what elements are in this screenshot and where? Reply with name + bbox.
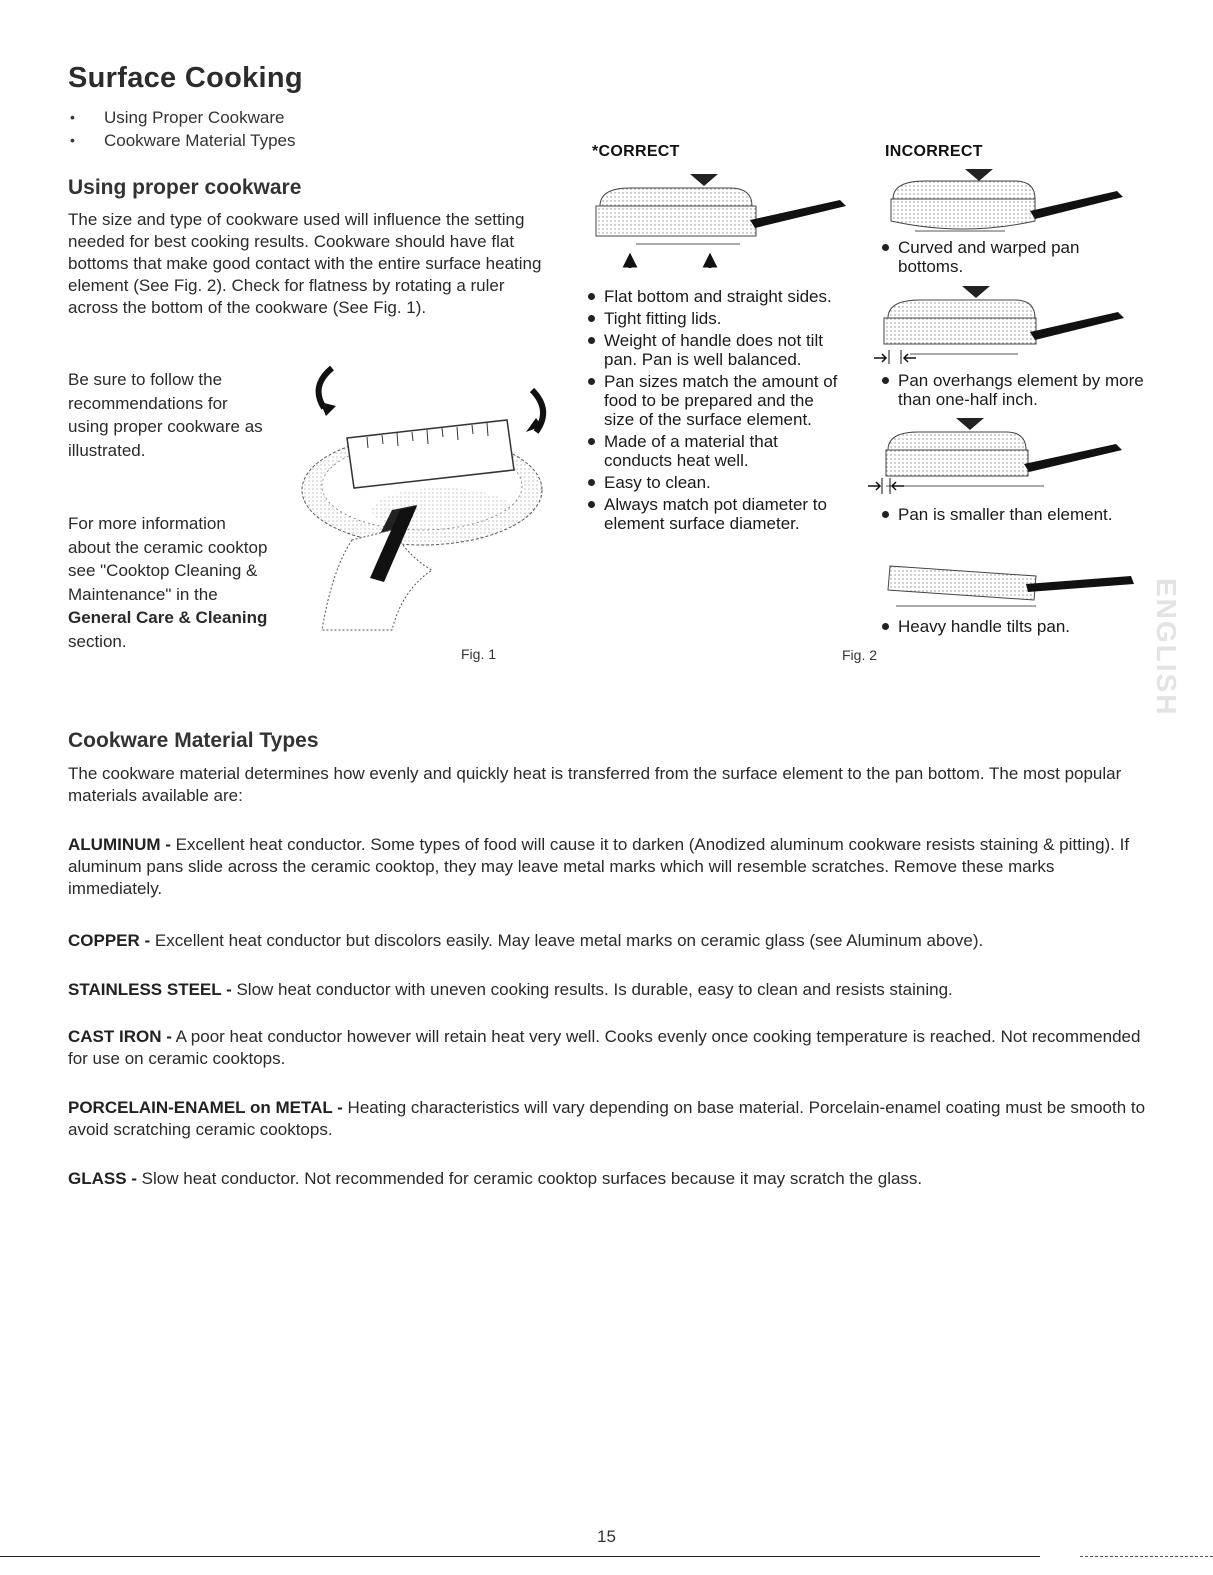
fig1-label: Fig. 1: [461, 646, 497, 662]
up-arrow-icon: [625, 256, 635, 268]
material-description: Excellent heat conductor but discolors easily. May leave metal marks on ceramic glass (see Aluminum above).: [150, 931, 984, 950]
material-types-heading: Cookware Material Types: [68, 729, 319, 752]
page-number: 15: [597, 1527, 616, 1546]
general-care-link-text: General Care & Cleaning: [68, 608, 268, 627]
warped-pan-illustration: [885, 165, 1135, 240]
material-entry-glass: [68, 1168, 1148, 1190]
correct-item: Pan sizes match the amount of food to be prepared and the size of the surface element.: [586, 372, 848, 429]
follow-recommendations-text: Be sure to follow the recommendations for using proper cookware as illustrated.: [68, 370, 263, 460]
incorrect-item: Pan overhangs element by more than one-half inch.: [878, 371, 1160, 409]
correct-item: Made of a material that conducts heat well.: [586, 432, 848, 470]
language-side-tab: [1150, 578, 1186, 718]
incorrect-heading: INCORRECT: [885, 143, 983, 160]
more-info-text: [68, 512, 268, 653]
page-title: Surface Cooking: [68, 62, 303, 94]
correct-list: [586, 287, 848, 536]
material-term: CAST IRON -: [68, 1027, 172, 1046]
material-entry-aluminum: [68, 834, 1148, 900]
correct-item: Easy to clean.: [586, 473, 848, 492]
material-description: Slow heat conductor with uneven cooking results. Is durable, easy to clean and resists staining.: [231, 980, 953, 999]
overhanging-pan-illustration: [870, 282, 1130, 367]
correct-item: Weight of handle does not tilt pan. Pan is well balanced.: [586, 331, 848, 369]
more-info-lead: For more information about the ceramic cooktop see "Cooktop Cleaning & Maintenance" in the: [68, 514, 268, 604]
material-term: ALUMINUM -: [68, 835, 171, 854]
material-description: Slow heat conductor. Not recommended for ceramic cooktop surfaces because it may scratch the glass.: [136, 1169, 923, 1188]
material-entry-cast-iron: [68, 1026, 1148, 1070]
material-entry-copper: [68, 930, 1148, 952]
footer-rule: [0, 1556, 1040, 1557]
correct-pan-illustration: [590, 168, 860, 273]
tilted-pan-illustration: [886, 554, 1142, 614]
correct-item: Always match pot diameter to element surface diameter.: [586, 495, 848, 533]
footer-rule-dashed: [1080, 1556, 1213, 1558]
fig2-label: Fig. 2: [842, 647, 878, 663]
incorrect-item: Heavy handle tilts pan.: [878, 617, 1148, 636]
rotate-arrow-left-icon: [319, 368, 332, 408]
more-info-end: section.: [68, 631, 127, 651]
language-side-tab-label: ENGLISH: [1151, 578, 1182, 717]
section-list-item: • Using Proper Cookware: [68, 106, 296, 129]
proper-cookware-heading: Using proper cookware: [68, 176, 302, 199]
material-description: Excellent heat conductor. Some types of food will cause it to darken (Anodized aluminum cookware resists staining & pitting). If aluminum pans slide across the ceramic cooktop, they may leave metal marks which will resemble scratches. Remove these marks immediately.: [68, 835, 1130, 898]
material-term: STAINLESS STEEL -: [68, 980, 232, 999]
material-term: PORCELAIN-ENAMEL on METAL -: [68, 1098, 343, 1117]
material-description: A poor heat conductor however will retain heat very well. Cooks evenly once cooking temperature is reached. Not recommended for use on ceramic cooktops.: [68, 1027, 1141, 1068]
correct-heading: *CORRECT: [592, 143, 680, 160]
correct-item: Flat bottom and straight sides.: [586, 287, 848, 306]
small-pan-illustration: [866, 414, 1136, 499]
material-types-intro: The cookware material determines how evenly and quickly heat is transferred from the surface element to the pan bottom. The most popular materials available are:: [68, 764, 1122, 805]
correct-item: Tight fitting lids.: [586, 309, 848, 328]
material-term: GLASS -: [68, 1169, 137, 1188]
up-arrow-icon: [705, 256, 715, 268]
section-list-item: • Cookware Material Types: [68, 129, 296, 152]
incorrect-item: Curved and warped pan bottoms.: [878, 238, 1148, 276]
material-term: COPPER -: [68, 931, 151, 950]
material-description: Heating characteristics will vary depending on base material. Porcelain-enamel coating must be smooth to avoid scratching ceramic cooktops.: [68, 1098, 1146, 1139]
fig1-ruler-illustration: [292, 360, 572, 650]
material-entry-porcelain: [68, 1097, 1148, 1141]
material-entry-stainless: [68, 979, 1148, 1001]
section-list: [68, 106, 296, 152]
proper-cookware-intro: The size and type of cookware used will influence the setting needed for best cooking results. Cookware should have flat bottoms that make good contact with the entire surface heating element (See Fig. 2). Check for flatness by rotating a ruler across the bottom of the cookware (See Fig. 1).: [68, 210, 542, 317]
incorrect-item: Pan is smaller than element.: [878, 505, 1138, 524]
